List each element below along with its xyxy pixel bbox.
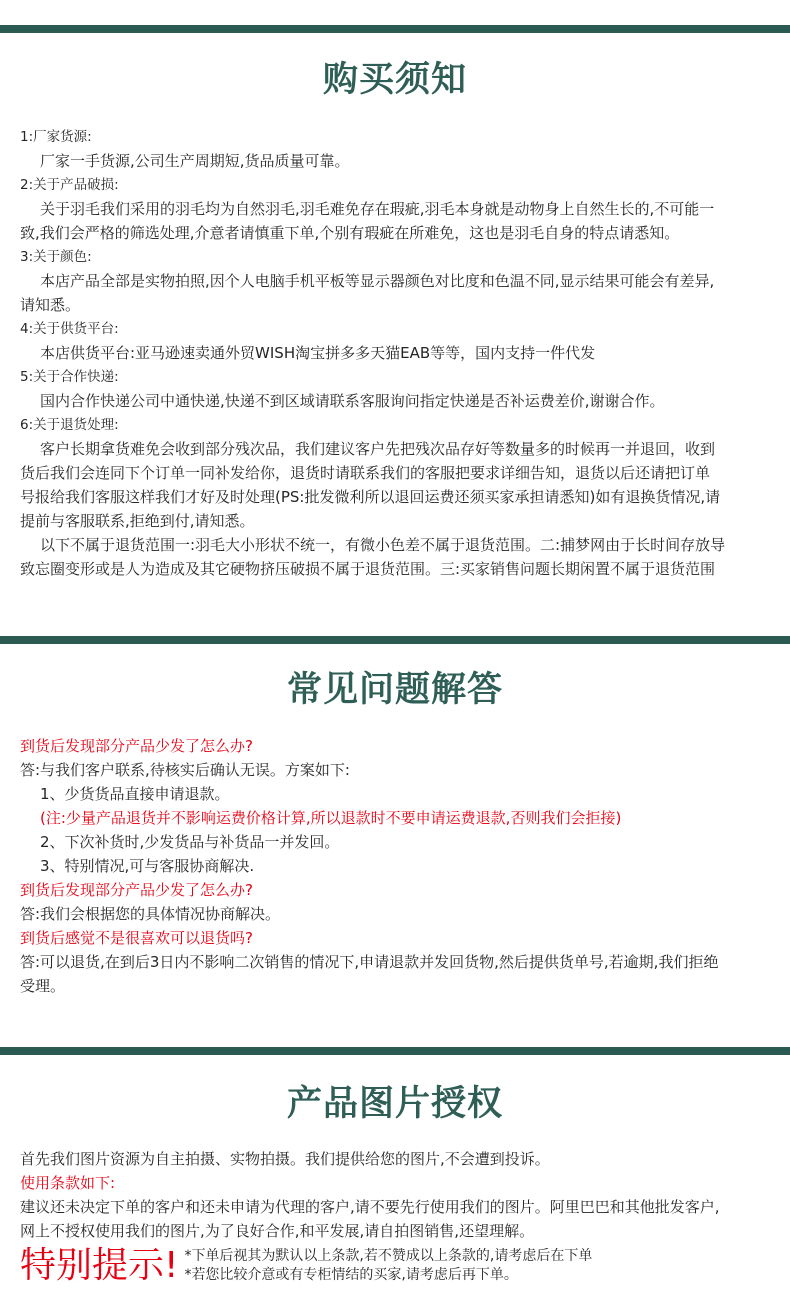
special-notice-note: *下单后视其为默认以上条款,若不赞成以上条款的,请考虑后在下单 — [184, 1248, 593, 1264]
special-notice-label: 特别提示! — [20, 1245, 179, 1286]
faq-answer: 答:我们会根据您的具体情况协商解决。 — [20, 905, 281, 923]
faq-question: 到货后发现部分产品少发了怎么办? — [20, 737, 253, 755]
notice-item-heading: 3:关于颜色: — [20, 249, 92, 265]
faq-entry — [20, 734, 775, 878]
return-exclusions-text: 致忘圈变形或是人为造成及其它硬物挤压破损不属于退货范围。三:买家销售问题长期闲置不属于退货范围 — [20, 560, 716, 578]
notice-item-text: 请知悉。 — [20, 296, 81, 314]
notice-item-text: 提前与客服联系,拒绝到付,请知悉。 — [20, 512, 255, 530]
notice-item-text: 客户长期拿货难免会收到部分残次品，我们建议客户先把残次品存好等数量多的时候再一并退回，收到 — [40, 440, 716, 458]
section-divider-bar — [0, 636, 790, 644]
faq-entry — [20, 926, 775, 998]
notice-item-text: 关于羽毛我们采用的羽毛均为自然羽毛,羽毛难免存在瑕疵,羽毛本身就是动物身上自然生长的,不可能一 — [40, 200, 715, 218]
faq-entry — [20, 878, 775, 926]
notice-item-text: 厂家一手货源,公司生产周期短,货品质量可靠。 — [40, 152, 350, 170]
notice-item-product-damage — [20, 173, 775, 245]
section-title-image-authorization: 产品图片授权 — [286, 1084, 503, 1124]
notice-item-heading: 2:关于产品破损: — [20, 177, 119, 193]
faq-question: 到货后感觉不是很喜欢可以退货吗? — [20, 929, 253, 947]
notice-item-heading: 5:关于合作快递: — [20, 369, 119, 385]
notice-item-text: 国内合作快递公司中通快递,快递不到区域请联系客服询问指定快递是否补运费差价,谢谢合作。 — [40, 392, 665, 410]
faq-body — [20, 734, 775, 998]
faq-solution-step: 3、特别情况,可与客服协商解决. — [40, 857, 255, 875]
section-divider-bar — [0, 1047, 790, 1055]
authorization-intro: 首先我们图片资源为自主拍摄、实物拍摄。我们提供给您的图片,不会遭到投诉。 — [20, 1150, 550, 1168]
terms-text: 建议还未决定下单的客户和还未申请为代理的客户,请不要先行使用我们的图片。阿里巴巴和其他批发客户, — [20, 1198, 720, 1216]
special-notice — [20, 1244, 775, 1290]
faq-solution-step: 1、少货货品直接申请退款。 — [40, 785, 230, 803]
special-notice-notes — [178, 1244, 592, 1285]
faq-solution-note: (注:少量产品退货并不影响运费价格计算,所以退款时不要申请运费退款,否则我们会拒接) — [40, 809, 622, 827]
special-notice-note: *若您比较介意或有专柜情结的买家,请考虑后再下单。 — [184, 1267, 518, 1283]
faq-answer: 答:可以退货,在到后3日内不影响二次销售的情况下,申请退款并发回货物,然后提供货单号,若逾期,我们拒绝 — [20, 953, 719, 971]
notice-item-text: 货后我们会连同下个订单一同补发给你，退货时请联系我们的客服把要求详细告知，退货以后还请把订单 — [20, 464, 711, 482]
faq-solution-step: 2、下次补货时,少发货品与补货品一并发回。 — [40, 833, 340, 851]
notice-item-returns — [20, 413, 775, 581]
notice-item-text: 致,我们会严格的筛选处理,介意者请慎重下单,个别有瑕疵在所难免，这也是羽毛自身的特点请悉知。 — [20, 224, 680, 242]
faq-answer: 答:与我们客户联系,待核实后确认无误。方案如下: — [20, 761, 350, 779]
notice-item-color — [20, 245, 775, 317]
notice-item-text: 号报给我们客服这样我们才好及时处理(PS:批发微利所以退回运费还须买家承担请悉知)如有退换货情况,请 — [20, 488, 721, 506]
section-divider-bar — [0, 25, 790, 33]
notice-item-heading: 1:厂家货源: — [20, 129, 92, 145]
section-title-purchase-notice: 购买须知 — [322, 60, 467, 100]
section-title-faq: 常见问题解答 — [286, 670, 503, 710]
faq-question: 到货后发现部分产品少发了怎么办? — [20, 881, 253, 899]
faq-answer: 受理。 — [20, 977, 66, 995]
notice-item-text: 本店供货平台:亚马逊速卖通外贸WISH淘宝拼多多天猫EAB等等，国内支持一件代发 — [40, 344, 596, 362]
notice-item-factory-source — [20, 125, 775, 173]
notice-item-heading: 6:关于退货处理: — [20, 417, 119, 433]
notice-item-courier — [20, 365, 775, 413]
image-authorization-body — [20, 1147, 775, 1243]
notice-item-heading: 4:关于供货平台: — [20, 321, 119, 337]
terms-text: 网上不授权使用我们的图片,为了良好合作,和平发展,请自拍图销售,还望理解。 — [20, 1222, 535, 1240]
notice-item-text: 本店产品全部是实物拍照,因个人电脑手机平板等显示器颜色对比度和色温不同,显示结果可能会有差异, — [40, 272, 715, 290]
return-exclusions-text: 以下不属于退货范围一:羽毛大小形状不统一，有微小色差不属于退货范围。二:捕梦网由于长时间存放导 — [40, 536, 726, 554]
notice-item-supply-platform — [20, 317, 775, 365]
terms-label: 使用条款如下: — [20, 1174, 116, 1192]
purchase-notice-body — [20, 125, 775, 581]
